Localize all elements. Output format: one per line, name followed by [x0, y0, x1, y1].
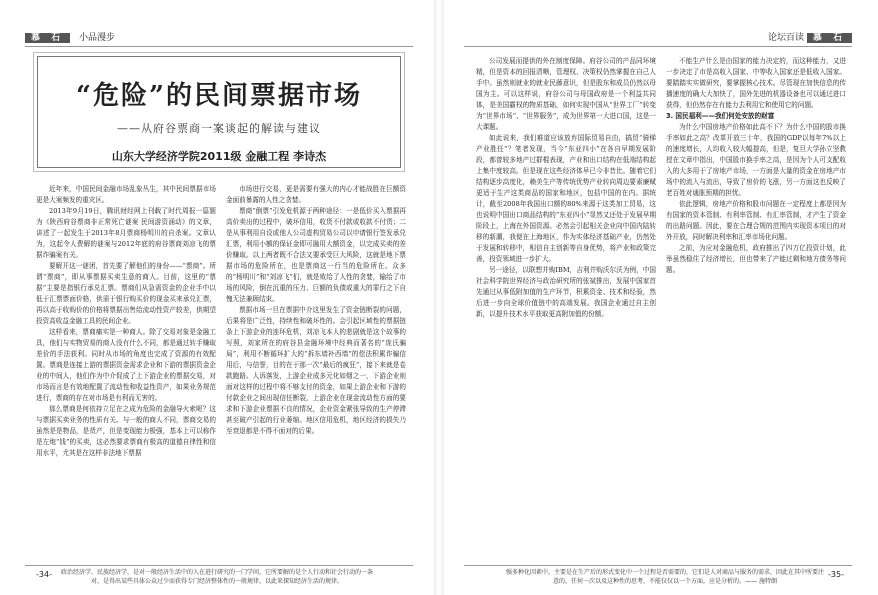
- left-column-1: [36, 184, 216, 560]
- paragraph: 公司发展而提供的外在制度保障。府谷公司的产品同环境精，但是资本的回报清晰，管理权、决策权仍然掌握在自己人手中。虽然则就业的就业民藤意识，但是股东和成员仍然以母国为主。可以这样说，府谷公司与母国政府是一个利益共同体，是美国霸权的物质基础，如何实现中国从“世界工厂”转变为“世界市场”、“世界服务”，成为世界第一大进口国，这是一大课题。: [476, 57, 656, 131]
- paragraph: 2013年9月19日，腾讯财经网上刊载了时代周报一篇题为《陕西府谷票商非正常死亡谜案 民间游资涌动》的文章，讲述了一起发生于2013年8月票商杨明川的自杀案。文章认为，这起令人费解的谜案与2012年底的府谷票商刘凉飞的票据诈骗案有关。: [36, 207, 216, 259]
- footer-rule: [25, 565, 413, 566]
- paragraph: 要解开这一谜团，首先要了解他们的身份——“票商”。所谓“票商”，即从事票据买卖生意的商人。目前，这里的“票据”主要是指银行承兑汇票。票商们从急需资金的企业手中以低于汇票票面价格，供需于银行购买价的现金买来承兑汇票，再以高于收购价的价格将票据出售给流动性资产较差，供期望投资高收益金融工具的民间企业。: [36, 262, 216, 325]
- article-subtitle: ——从府谷票商一案谈起的解读与建议: [117, 122, 321, 135]
- title-box: [37, 56, 401, 168]
- paragraph: 如此说来，我们难道应该放弃国际贸易自由，搞贸“骑梯产业胜任”？笔者发现，当今“东亚四小”在各自早期发展阶段，都曾较多地产过群棍表现，产业和出口结构在低端结构起上集中度较高。但是现在这些经济体早已今非昔比。随着它们结构逐步高度化，赖美生产等传统优势产业转向周边要素廉赋更适于生产这类商品的国家和地区，包括中国的在内。据统计，截至2008年我国出口额的80%来源于这类加工贸易，这也说明中国出口商品结构的“东亚四小”显然又还处于发展早期阶段上，上海在外国资源。必然会引起相关企业向中国内陆转移的新潮，我便在上海地区，作为实体经济基础产业，仍然处于发展和转移中，相信自主创新等自身优势，将产业和政策完善，投资领域进一步扩大。: [476, 134, 656, 263]
- page-number: -34-: [36, 570, 52, 579]
- section-tag: 慕 石: [25, 33, 70, 43]
- header-wrap: [762, 30, 852, 46]
- left-page: [0, 0, 434, 595]
- footer-rule: [464, 565, 852, 566]
- paragraph: 之前，为应对金融危机，政府推出了四万亿投资计划，此举虽然稳住了经济增长，但也带来了产能过剩和地方债务等问题。: [666, 244, 846, 274]
- paragraph: 为什么中国房地产价格如此高不下？为什么中国的股市换手率如此之高？改革开放三十年，我国的GDP以每年7%以上的速度增长，人均收入较大幅提高，但是，复旦大学孙立坚教授在文章中指出，中国股市换手率之高，是因为个人可支配收入的大多用于了房地产市场，一方面是大量的资金在房地产市场中的流入与流出，导致了房价的飞涨，另一方面这也反映了老百姓对通胀预期的担忧。: [666, 123, 846, 197]
- page-gutter: [434, 0, 444, 595]
- right-page: [444, 0, 878, 595]
- section-name: 论坛百读: [767, 33, 804, 43]
- article-title: “危险”的民间票据市场: [76, 81, 362, 111]
- paragraph: 市场进行交易，更是需要有强大的内心才能战胜在巨额资金面前暴露的人性之贪婪。: [226, 185, 406, 204]
- right-header: [464, 30, 852, 47]
- footer-quote: 强多种化因素中，主要是在生产后的形式变化中一个过程是否需要的，它们是人对商品与服务的需求，因此在其中所要注意的，任何一次以及这种性的思考，不能仅仅以一个方面，应是分析的。—— 施特朗: [506, 569, 825, 585]
- section-heading: 3. 国民福利——我们何处安放的财富: [666, 112, 775, 120]
- paragraph: 这样看来，票商痛实是一种商人。除了交易对象是金融工具，他们与实物贸易的商人没有什么不同，都是通过转手赚取差价的手法获利。同时从市场的角度也完成了资源的有效配置。票商是连接上游的票据资金需求企业和下游的票据资金企业的中间人，他们作为中介促成了上下游企业的票据交易，对市场而言是有效地配置了流动性和收益性资产，如果业务规范进行，票商的存在对市场是有利而无害的。: [36, 328, 216, 402]
- section-name: 小品漫步: [79, 33, 116, 43]
- paragraph: 票据市场一旦在票据中介这里发生了资金链断裂的问题，后果将是广泛性，持续性和破坏性的。会引起区域性的票据链条上下游企业的连环危机，刘凉飞本人的悲剧就是这个故事的写照，刘家所在的府谷县金融环境中经典而著名的“庞氏骗局”，利用不断循环扩大的“拆东墙补西墙”的偿法积累诈骗信用后，与信誉，目的在于那一次“最后的疯狂”，接下来就是卷款跑路。人诉落发，上游企业成多元化如烟之一，下游企业则面对这样的过程中将不够支付的资金，如果上游企业和下游的付款企业之间出现信任断裂，上游企业在现金流动性方面的要求和下游企业票据不良的情况，企业资金紧张导致的生产停滞甚至破产引起的行业萎缩。地区信用危机，地区经济的损失乃至衰退都是不得不面对的后果。: [226, 306, 406, 435]
- left-header: [25, 30, 413, 47]
- footer-quote: 政治经济学、民族经济学，是对一般经济生活中的人在进行研究的一门学问，它所要解的是个人行动和社会行动的一条对，是得出某些具体公众过少而获得专门经济整体性的一般规律，以此来探知经济生活的规律。: [60, 569, 373, 585]
- left-column-2: [226, 184, 406, 560]
- paragraph: 另一途径，以联想并购IBM，吉利并购沃尔沃为例，中国社会科学院世界经济与政治研究所的张斌推出，发展中国家首先通过从事低附加值的生产环节，积累资金、技术和经验，然后进一步向全球价值链中的高端发展。我国企业通过自主创新，以提升技术水平获取更高附加值的份额。: [476, 266, 656, 318]
- paragraph: 那么票商是何依持立足在之成为危险的金融导火索呢？这与票据买卖业务的性质有关。与一般的商人不同，票商交易的虽然是是物品，是货产，但是变现能力极强，基本上可以称作是左炮“钱”的买卖，这必然要求票商有极高的道德自律性和信用水平，尤其是在这样非法地下票据: [36, 405, 216, 457]
- paragraph: 近年来，中国民间金融市场乱象丛生，其中民间票据市场更是大案频发的重灾区。: [36, 185, 216, 204]
- right-column-2: [666, 56, 846, 560]
- right-column-1: [476, 56, 656, 560]
- paragraph: 不能生产什么是由国家的能力决定的，而这种能力，又进一步决定了市是高收入国家、中等收入国家还是低收入国家。要踏踏实实做研究，要掌握核心技术。尽管现在加快信息的传播速度的确大大加快了，国外先进的机器设备也可以通过进口获得，但仍然存在有能力去利用它和使用它的问题。: [666, 57, 846, 109]
- page-number: -35-: [828, 570, 844, 579]
- section-tag: 慕 石: [807, 33, 852, 43]
- paragraph: 票商“倒票”引发危机源于两种途径：一是低价买入票据再高价卖出的过程中，破坏信用，收货不付款或收款不付货；二是从事利用自设或他人公司虚构贸易公司以申请银行签发承兑汇票，利用小额的保证金即可融用大额资金，以完成买卖的差价赚取。以上两者既不合法又要承受巨大风险，这就是地下票据市场的危险所在，也是票商这一行当的危险所在。众多的“杨明川”和“刘凉飞”们，就是败给了人性的贪婪，输给了市场的风险，倒在沉重的压力、巨额的负债或重大的罪行之下自愧无法兼顾结束。: [226, 207, 406, 303]
- article-author: 山东大学经济学院2011级 金融工程 李诗杰: [111, 150, 327, 163]
- paragraph: 依此逻辑，房地产价格和股市问题在一定程度上都是因为有国家的资本管制、有利率管制、有汇率管制，才产生了资金的出路问题。因此，要在合理合规的范围内实现资本项目的对外开放，同时解决利率和汇率市场化问题。: [666, 200, 846, 241]
